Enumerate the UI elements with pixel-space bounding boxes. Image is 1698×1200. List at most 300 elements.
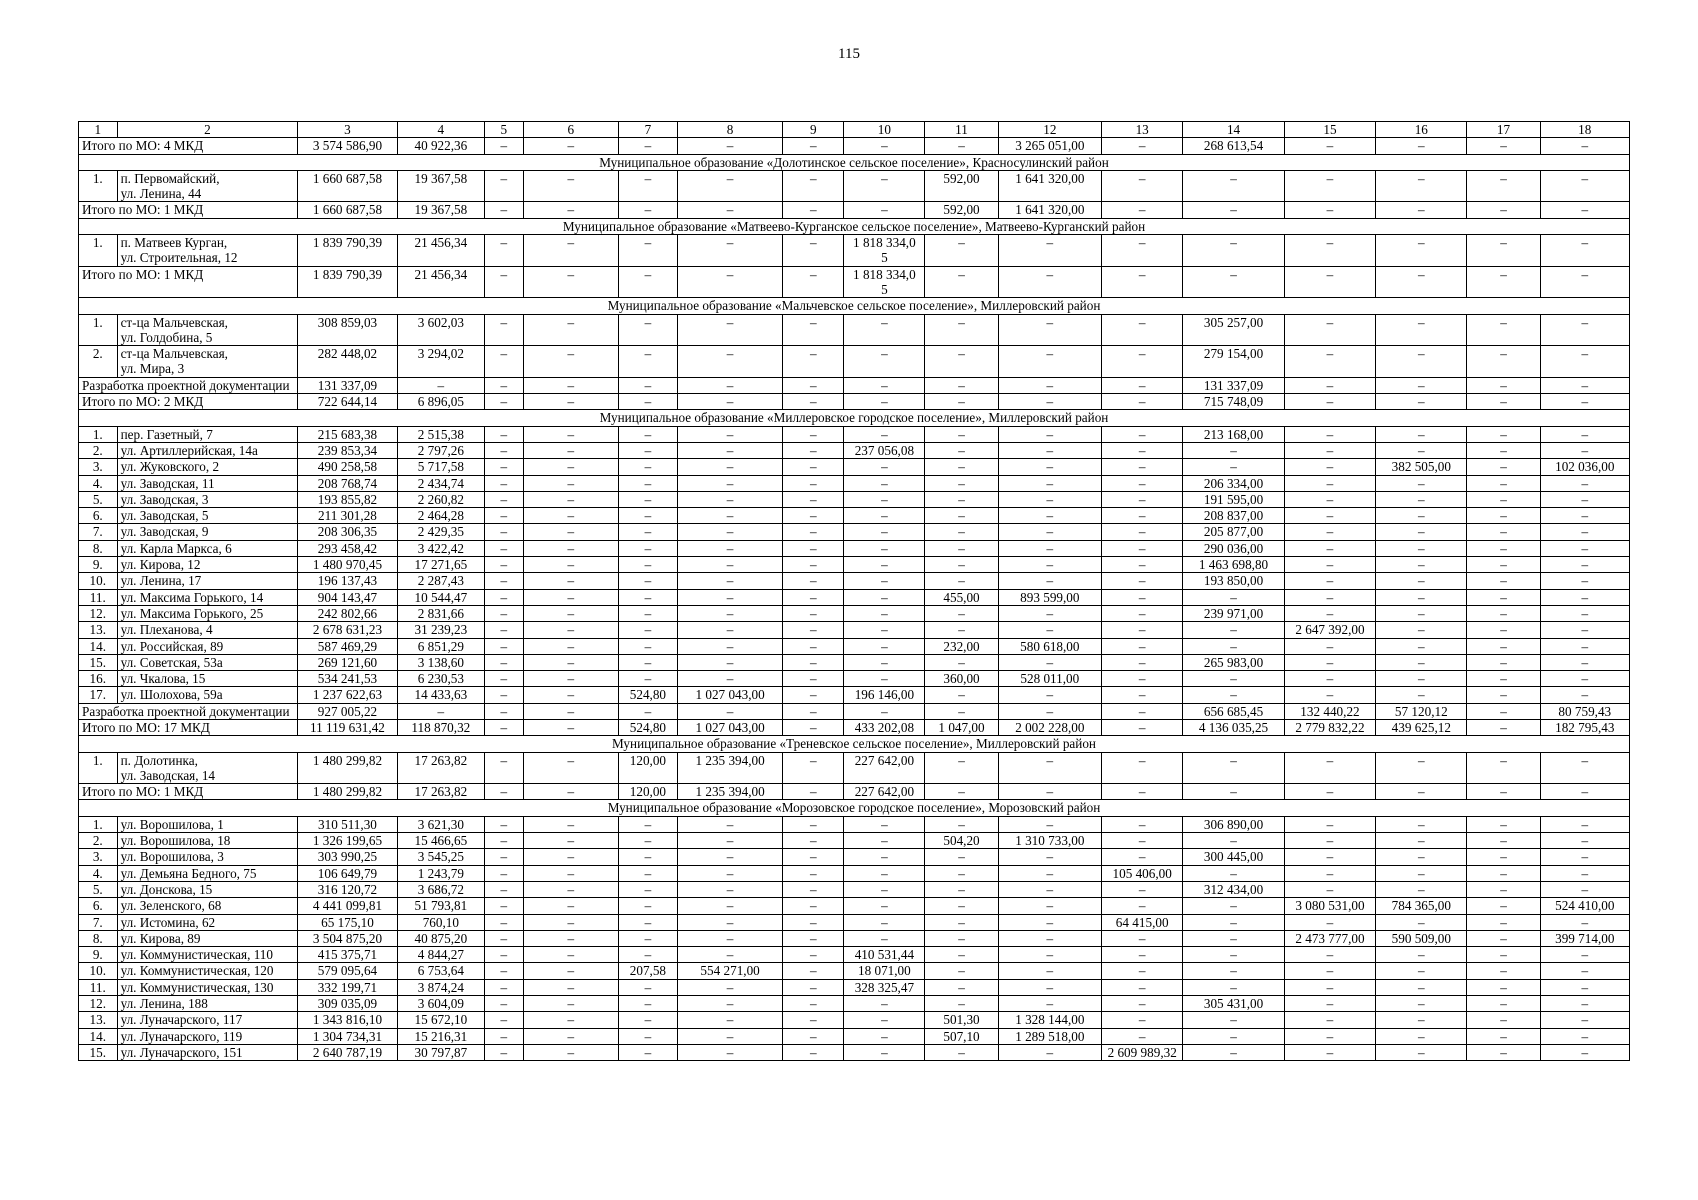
value-cell: – bbox=[1467, 508, 1540, 524]
value-cell: – bbox=[1540, 508, 1629, 524]
value-cell: – bbox=[783, 963, 844, 979]
value-cell: – bbox=[523, 947, 618, 963]
value-cell: – bbox=[523, 914, 618, 930]
table-row bbox=[79, 442, 1630, 458]
value-cell: – bbox=[783, 881, 844, 897]
value-cell: – bbox=[1540, 589, 1629, 605]
value-cell: 1 343 816,10 bbox=[298, 1012, 397, 1028]
table-row bbox=[79, 947, 1630, 963]
column-header-11: 11 bbox=[925, 122, 998, 138]
value-cell: – bbox=[523, 1012, 618, 1028]
address-cell: ул. Российская, 89 bbox=[117, 638, 298, 654]
value-cell: – bbox=[1376, 1028, 1467, 1044]
value-cell: – bbox=[1284, 1044, 1375, 1060]
value-cell: – bbox=[1540, 654, 1629, 670]
value-cell: – bbox=[925, 816, 998, 832]
value-cell: – bbox=[1102, 849, 1183, 865]
value-cell: – bbox=[998, 898, 1102, 914]
value-cell: – bbox=[397, 377, 484, 393]
value-cell: – bbox=[523, 524, 618, 540]
section-title: Муниципальное образование «Мальчевское сельское поселение», Миллеровский район bbox=[79, 298, 1630, 314]
value-cell: – bbox=[998, 930, 1102, 946]
value-cell: 528 011,00 bbox=[998, 671, 1102, 687]
value-cell: – bbox=[484, 557, 523, 573]
value-cell: – bbox=[1467, 377, 1540, 393]
value-cell: – bbox=[844, 314, 925, 346]
value-cell: – bbox=[1284, 687, 1375, 703]
value-cell: 2 779 832,22 bbox=[1284, 719, 1375, 735]
value-cell: – bbox=[1102, 540, 1183, 556]
column-header-13: 13 bbox=[1102, 122, 1183, 138]
total-row bbox=[79, 719, 1630, 735]
table-row bbox=[79, 573, 1630, 589]
value-cell: – bbox=[523, 979, 618, 995]
row-number: 4. bbox=[79, 475, 118, 491]
value-cell: – bbox=[677, 138, 783, 154]
value-cell: – bbox=[484, 589, 523, 605]
value-cell: – bbox=[925, 898, 998, 914]
value-cell: – bbox=[1540, 235, 1629, 267]
column-header-7: 7 bbox=[618, 122, 677, 138]
value-cell: 904 143,47 bbox=[298, 589, 397, 605]
value-cell: 227 642,00 bbox=[844, 784, 925, 800]
value-cell: – bbox=[844, 1028, 925, 1044]
value-cell: 3 574 586,90 bbox=[298, 138, 397, 154]
value-cell: 6 753,64 bbox=[397, 963, 484, 979]
value-cell: – bbox=[925, 540, 998, 556]
value-cell: – bbox=[523, 687, 618, 703]
value-cell: 360,00 bbox=[925, 671, 998, 687]
address-cell: ул. Ленина, 17 bbox=[117, 573, 298, 589]
address-cell: ст-ца Мальчевская, ул. Мира, 3 bbox=[117, 346, 298, 378]
value-cell: 524,80 bbox=[618, 687, 677, 703]
value-cell: – bbox=[844, 605, 925, 621]
value-cell: – bbox=[1376, 816, 1467, 832]
value-cell: – bbox=[1467, 1028, 1540, 1044]
value-cell: – bbox=[1102, 881, 1183, 897]
table-row bbox=[79, 170, 1630, 202]
address-cell: ул. Максима Горького, 25 bbox=[117, 605, 298, 621]
address-cell: ул. Жуковского, 2 bbox=[117, 459, 298, 475]
table-body bbox=[79, 122, 1630, 1061]
value-cell: – bbox=[998, 703, 1102, 719]
address-cell: ул. Карла Маркса, 6 bbox=[117, 540, 298, 556]
table-row bbox=[79, 881, 1630, 897]
value-cell: – bbox=[844, 524, 925, 540]
value-cell: – bbox=[998, 394, 1102, 410]
total-label: Разработка проектной документации bbox=[79, 377, 298, 393]
value-cell: 1 289 518,00 bbox=[998, 1028, 1102, 1044]
value-cell: – bbox=[677, 996, 783, 1012]
value-cell: 2 434,74 bbox=[397, 475, 484, 491]
value-cell: – bbox=[998, 377, 1102, 393]
row-number: 10. bbox=[79, 573, 118, 589]
value-cell: 1 641 320,00 bbox=[998, 202, 1102, 218]
value-cell: – bbox=[998, 654, 1102, 670]
value-cell: – bbox=[1376, 622, 1467, 638]
value-cell: – bbox=[618, 930, 677, 946]
value-cell: – bbox=[783, 914, 844, 930]
row-number: 4. bbox=[79, 865, 118, 881]
value-cell: – bbox=[1102, 784, 1183, 800]
value-cell: 265 983,00 bbox=[1183, 654, 1285, 670]
table-row bbox=[79, 996, 1630, 1012]
value-cell: – bbox=[1540, 752, 1629, 784]
value-cell: – bbox=[618, 508, 677, 524]
value-cell: – bbox=[523, 898, 618, 914]
section-title: Муниципальное образование «Треневское сельское поселение», Миллеровский район bbox=[79, 736, 1630, 752]
value-cell: – bbox=[1183, 947, 1285, 963]
value-cell: – bbox=[618, 979, 677, 995]
value-cell: – bbox=[1102, 979, 1183, 995]
column-header-5: 5 bbox=[484, 122, 523, 138]
value-cell: 21 456,34 bbox=[397, 235, 484, 267]
value-cell: – bbox=[523, 638, 618, 654]
address-cell: ул. Зеленского, 68 bbox=[117, 898, 298, 914]
value-cell: 131 337,09 bbox=[1183, 377, 1285, 393]
value-cell: – bbox=[484, 914, 523, 930]
value-cell: 120,00 bbox=[618, 784, 677, 800]
value-cell: – bbox=[523, 170, 618, 202]
value-cell: – bbox=[998, 752, 1102, 784]
value-cell: 2 678 631,23 bbox=[298, 622, 397, 638]
value-cell: – bbox=[484, 524, 523, 540]
value-cell: – bbox=[925, 346, 998, 378]
value-cell: 490 258,58 bbox=[298, 459, 397, 475]
value-cell: – bbox=[1102, 622, 1183, 638]
value-cell: 268 613,54 bbox=[1183, 138, 1285, 154]
value-cell: 3 422,42 bbox=[397, 540, 484, 556]
table-row bbox=[79, 914, 1630, 930]
value-cell: 1 839 790,39 bbox=[298, 235, 397, 267]
total-row bbox=[79, 394, 1630, 410]
value-cell: – bbox=[1183, 266, 1285, 298]
value-cell: – bbox=[925, 459, 998, 475]
value-cell: – bbox=[998, 849, 1102, 865]
value-cell: – bbox=[1376, 947, 1467, 963]
value-cell: – bbox=[1376, 346, 1467, 378]
value-cell: 19 367,58 bbox=[397, 202, 484, 218]
value-cell: – bbox=[1467, 426, 1540, 442]
value-cell: – bbox=[783, 703, 844, 719]
value-cell: – bbox=[998, 914, 1102, 930]
value-cell: – bbox=[1540, 170, 1629, 202]
value-cell: 242 802,66 bbox=[298, 605, 397, 621]
value-cell: – bbox=[1540, 266, 1629, 298]
value-cell: – bbox=[783, 491, 844, 507]
value-cell: – bbox=[783, 784, 844, 800]
value-cell: – bbox=[1102, 703, 1183, 719]
value-cell: – bbox=[484, 784, 523, 800]
row-number: 8. bbox=[79, 540, 118, 556]
value-cell: 306 890,00 bbox=[1183, 816, 1285, 832]
value-cell: – bbox=[677, 394, 783, 410]
value-cell: 927 005,22 bbox=[298, 703, 397, 719]
value-cell: 1 027 043,00 bbox=[677, 687, 783, 703]
address-cell: ул. Луначарского, 117 bbox=[117, 1012, 298, 1028]
table-row bbox=[79, 687, 1630, 703]
value-cell: – bbox=[618, 1012, 677, 1028]
value-cell: – bbox=[1540, 638, 1629, 654]
value-cell: – bbox=[1467, 475, 1540, 491]
value-cell: – bbox=[783, 377, 844, 393]
value-cell: – bbox=[1284, 266, 1375, 298]
value-cell: 6 896,05 bbox=[397, 394, 484, 410]
address-cell: п. Первомайский, ул. Ленина, 44 bbox=[117, 170, 298, 202]
address-cell: ул. Максима Горького, 14 bbox=[117, 589, 298, 605]
value-cell: 279 154,00 bbox=[1183, 346, 1285, 378]
value-cell: – bbox=[1376, 442, 1467, 458]
value-cell: 15 672,10 bbox=[397, 1012, 484, 1028]
row-number: 12. bbox=[79, 605, 118, 621]
value-cell: – bbox=[844, 346, 925, 378]
value-cell: – bbox=[1540, 671, 1629, 687]
value-cell: – bbox=[484, 898, 523, 914]
value-cell: – bbox=[1540, 605, 1629, 621]
value-cell: 592,00 bbox=[925, 170, 998, 202]
value-cell: – bbox=[523, 996, 618, 1012]
section-title: Муниципальное образование «Миллеровское городское поселение», Миллеровский район bbox=[79, 410, 1630, 426]
table-row bbox=[79, 898, 1630, 914]
value-cell: – bbox=[1183, 1028, 1285, 1044]
value-cell: – bbox=[618, 442, 677, 458]
value-cell: 722 644,14 bbox=[298, 394, 397, 410]
value-cell: – bbox=[925, 881, 998, 897]
value-cell: – bbox=[783, 394, 844, 410]
value-cell: – bbox=[1284, 346, 1375, 378]
value-cell: – bbox=[783, 202, 844, 218]
value-cell: – bbox=[1284, 540, 1375, 556]
value-cell: – bbox=[925, 947, 998, 963]
value-cell: 105 406,00 bbox=[1102, 865, 1183, 881]
address-cell: ул. Ленина, 188 bbox=[117, 996, 298, 1012]
value-cell: – bbox=[1467, 622, 1540, 638]
value-cell: – bbox=[523, 394, 618, 410]
value-cell: – bbox=[844, 540, 925, 556]
value-cell: – bbox=[1467, 1012, 1540, 1028]
value-cell: – bbox=[998, 605, 1102, 621]
value-cell: – bbox=[783, 654, 844, 670]
value-cell: 17 271,65 bbox=[397, 557, 484, 573]
value-cell: – bbox=[523, 671, 618, 687]
value-cell: – bbox=[783, 235, 844, 267]
value-cell: – bbox=[677, 475, 783, 491]
value-cell: – bbox=[677, 573, 783, 589]
value-cell: – bbox=[1540, 540, 1629, 556]
address-cell: ул. Заводская, 5 bbox=[117, 508, 298, 524]
value-cell: – bbox=[1376, 1044, 1467, 1060]
value-cell: – bbox=[1376, 881, 1467, 897]
value-cell: – bbox=[1102, 314, 1183, 346]
row-number: 14. bbox=[79, 1028, 118, 1044]
value-cell: 2 260,82 bbox=[397, 491, 484, 507]
value-cell: 4 136 035,25 bbox=[1183, 719, 1285, 735]
value-cell: – bbox=[844, 491, 925, 507]
value-cell: – bbox=[1540, 622, 1629, 638]
address-cell: пер. Газетный, 7 bbox=[117, 426, 298, 442]
value-cell: – bbox=[618, 202, 677, 218]
value-cell: – bbox=[1467, 898, 1540, 914]
value-cell: – bbox=[1183, 1044, 1285, 1060]
value-cell: – bbox=[1376, 671, 1467, 687]
section-row bbox=[79, 154, 1630, 170]
value-cell: 132 440,22 bbox=[1284, 703, 1375, 719]
value-cell: – bbox=[998, 622, 1102, 638]
value-cell: 269 121,60 bbox=[298, 654, 397, 670]
value-cell: – bbox=[1467, 671, 1540, 687]
value-cell: – bbox=[1284, 377, 1375, 393]
value-cell: – bbox=[1102, 266, 1183, 298]
value-cell: 455,00 bbox=[925, 589, 998, 605]
value-cell: – bbox=[618, 573, 677, 589]
value-cell: – bbox=[1376, 963, 1467, 979]
row-number: 2. bbox=[79, 442, 118, 458]
value-cell: – bbox=[925, 557, 998, 573]
value-cell: – bbox=[484, 654, 523, 670]
value-cell: – bbox=[925, 491, 998, 507]
value-cell: – bbox=[1284, 459, 1375, 475]
address-cell: ул. Артиллерийская, 14а bbox=[117, 442, 298, 458]
value-cell: 2 831,66 bbox=[397, 605, 484, 621]
value-cell: – bbox=[844, 426, 925, 442]
value-cell: 1 480 299,82 bbox=[298, 784, 397, 800]
table-row bbox=[79, 816, 1630, 832]
table-row bbox=[79, 865, 1630, 881]
value-cell: – bbox=[1376, 654, 1467, 670]
value-cell: – bbox=[998, 881, 1102, 897]
value-cell: – bbox=[1183, 442, 1285, 458]
row-number: 13. bbox=[79, 1012, 118, 1028]
value-cell: – bbox=[1376, 605, 1467, 621]
value-cell: 2 464,28 bbox=[397, 508, 484, 524]
value-cell: 3 604,09 bbox=[397, 996, 484, 1012]
value-cell: – bbox=[1284, 979, 1375, 995]
address-cell: п. Долотинка, ул. Заводская, 14 bbox=[117, 752, 298, 784]
value-cell: – bbox=[925, 654, 998, 670]
value-cell: – bbox=[1540, 442, 1629, 458]
value-cell: – bbox=[783, 638, 844, 654]
value-cell: – bbox=[998, 687, 1102, 703]
value-cell: – bbox=[844, 898, 925, 914]
table-row bbox=[79, 557, 1630, 573]
address-cell: ул. Чкалова, 15 bbox=[117, 671, 298, 687]
value-cell: – bbox=[1284, 752, 1375, 784]
address-cell: ул. Кирова, 89 bbox=[117, 930, 298, 946]
value-cell: 18 071,00 bbox=[844, 963, 925, 979]
value-cell: – bbox=[1540, 475, 1629, 491]
value-cell: – bbox=[484, 865, 523, 881]
value-cell: 305 431,00 bbox=[1183, 996, 1285, 1012]
value-cell: – bbox=[1376, 687, 1467, 703]
table-row bbox=[79, 654, 1630, 670]
value-cell: – bbox=[1376, 235, 1467, 267]
value-cell: – bbox=[618, 671, 677, 687]
value-cell: 282 448,02 bbox=[298, 346, 397, 378]
address-cell: ул. Истомина, 62 bbox=[117, 914, 298, 930]
value-cell: – bbox=[523, 752, 618, 784]
value-cell: – bbox=[618, 346, 677, 378]
table-row bbox=[79, 671, 1630, 687]
value-cell: – bbox=[1467, 719, 1540, 735]
value-cell: 215 683,38 bbox=[298, 426, 397, 442]
value-cell: – bbox=[1102, 573, 1183, 589]
value-cell: – bbox=[1284, 573, 1375, 589]
value-cell: 501,30 bbox=[925, 1012, 998, 1028]
value-cell: – bbox=[844, 996, 925, 1012]
value-cell: – bbox=[523, 573, 618, 589]
value-cell: – bbox=[783, 1044, 844, 1060]
value-cell: – bbox=[523, 377, 618, 393]
value-cell: – bbox=[484, 752, 523, 784]
section-row bbox=[79, 800, 1630, 816]
value-cell: – bbox=[1284, 784, 1375, 800]
value-cell: – bbox=[1540, 865, 1629, 881]
value-cell: – bbox=[484, 979, 523, 995]
housing-repair-table bbox=[78, 121, 1630, 1061]
value-cell: 211 301,28 bbox=[298, 508, 397, 524]
value-cell: – bbox=[484, 573, 523, 589]
value-cell: – bbox=[1183, 170, 1285, 202]
value-cell: – bbox=[1284, 491, 1375, 507]
value-cell: – bbox=[925, 266, 998, 298]
value-cell: – bbox=[1376, 266, 1467, 298]
total-row bbox=[79, 202, 1630, 218]
value-cell: – bbox=[844, 1012, 925, 1028]
value-cell: 399 714,00 bbox=[1540, 930, 1629, 946]
value-cell: – bbox=[523, 459, 618, 475]
total-label: Итого по МО: 17 МКД bbox=[79, 719, 298, 735]
table-row bbox=[79, 963, 1630, 979]
value-cell: – bbox=[844, 865, 925, 881]
value-cell: – bbox=[844, 833, 925, 849]
value-cell: – bbox=[1183, 202, 1285, 218]
value-cell: – bbox=[925, 524, 998, 540]
address-cell: ул. Шолохова, 59а bbox=[117, 687, 298, 703]
value-cell: – bbox=[677, 930, 783, 946]
value-cell: 1 328 144,00 bbox=[998, 1012, 1102, 1028]
value-cell: – bbox=[783, 671, 844, 687]
value-cell: – bbox=[618, 426, 677, 442]
value-cell: – bbox=[484, 266, 523, 298]
total-label: Итого по МО: 1 МКД bbox=[79, 202, 298, 218]
value-cell: – bbox=[1540, 963, 1629, 979]
value-cell: – bbox=[925, 784, 998, 800]
value-cell: – bbox=[1540, 394, 1629, 410]
value-cell: – bbox=[484, 671, 523, 687]
value-cell: – bbox=[925, 996, 998, 1012]
value-cell: – bbox=[484, 475, 523, 491]
value-cell: – bbox=[998, 459, 1102, 475]
value-cell: – bbox=[484, 605, 523, 621]
value-cell: 1 235 394,00 bbox=[677, 752, 783, 784]
value-cell: 5 717,58 bbox=[397, 459, 484, 475]
address-cell: ул. Демьяна Бедного, 75 bbox=[117, 865, 298, 881]
value-cell: – bbox=[484, 377, 523, 393]
value-cell: – bbox=[1376, 865, 1467, 881]
value-cell: 433 202,08 bbox=[844, 719, 925, 735]
value-cell: – bbox=[677, 377, 783, 393]
table-row bbox=[79, 524, 1630, 540]
value-cell: – bbox=[397, 703, 484, 719]
value-cell: 554 271,00 bbox=[677, 963, 783, 979]
value-cell: 21 456,34 bbox=[397, 266, 484, 298]
value-cell: – bbox=[1540, 426, 1629, 442]
row-number: 3. bbox=[79, 459, 118, 475]
value-cell: – bbox=[1284, 914, 1375, 930]
value-cell: – bbox=[1183, 671, 1285, 687]
value-cell: – bbox=[844, 508, 925, 524]
value-cell: – bbox=[1284, 816, 1375, 832]
